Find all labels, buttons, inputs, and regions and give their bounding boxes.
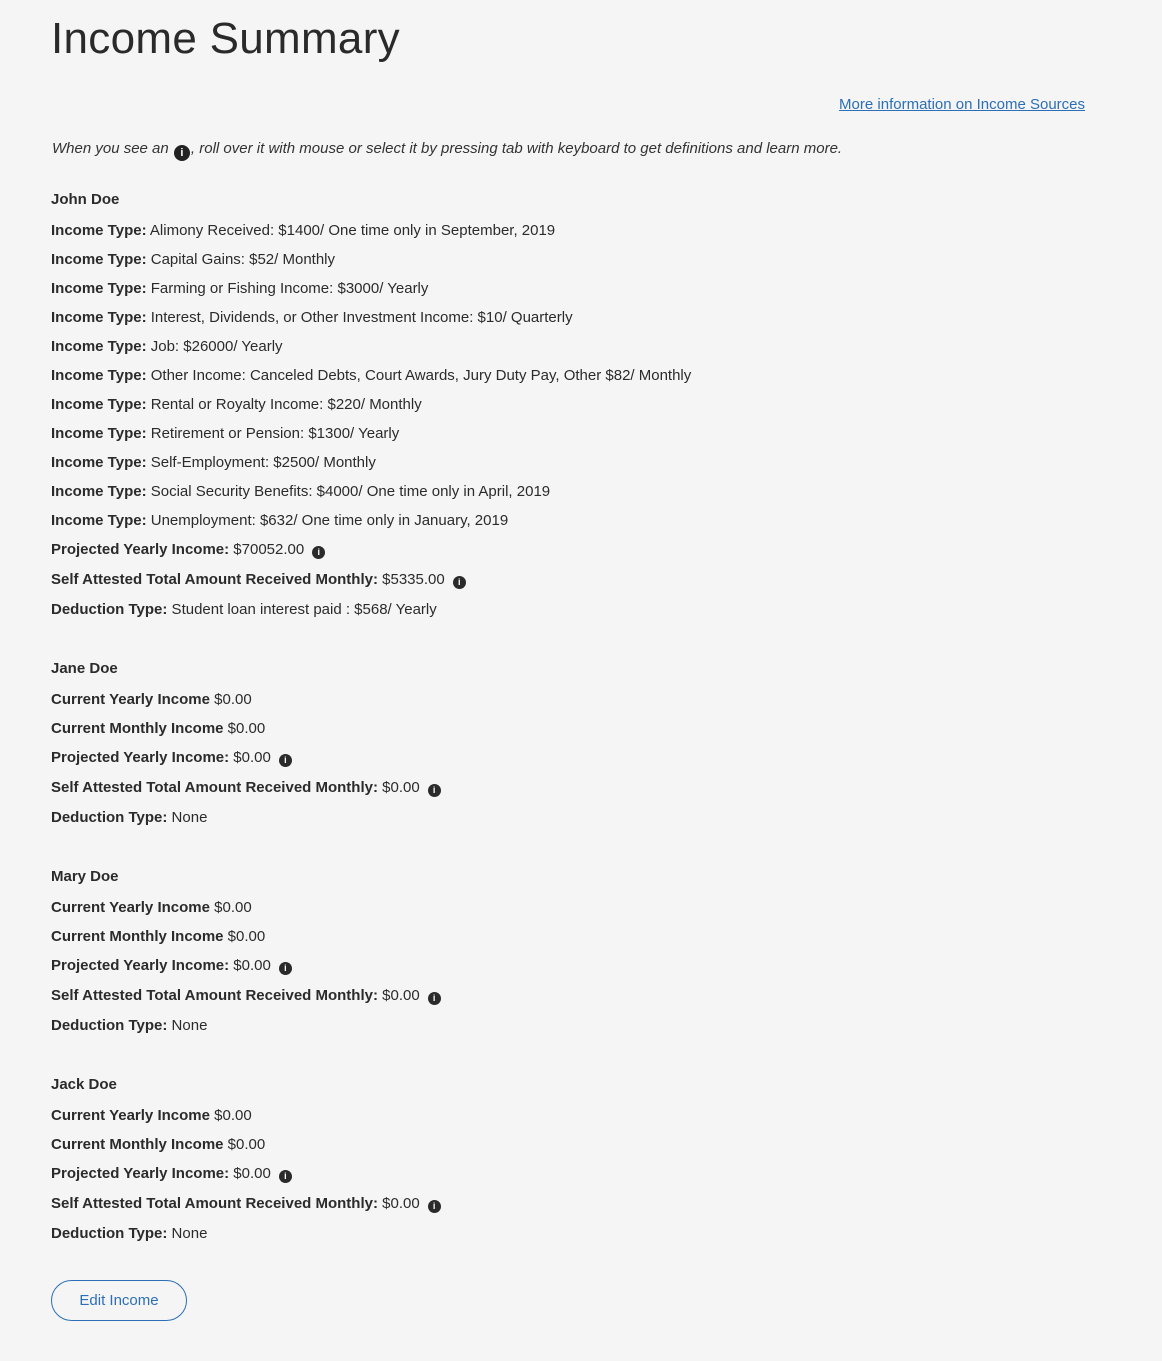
info-icon[interactable]: i <box>279 1170 292 1183</box>
current-monthly-income-value: $0.00 <box>223 928 266 945</box>
info-icon: i <box>174 145 190 161</box>
income-type-row <box>51 332 1111 361</box>
self-attested-monthly-label: Self Attested Total Amount Received Monthly: <box>51 1195 378 1212</box>
income-type-value: Other Income: Canceled Debts, Court Awards, Jury Duty Pay, Other $82/ Monthly <box>146 367 692 384</box>
current-yearly-income-row <box>51 893 1111 922</box>
income-type-value: Self-Employment: $2500/ Monthly <box>146 454 376 471</box>
income-type-value: Retirement or Pension: $1300/ Yearly <box>146 425 400 442</box>
income-type-value: Farming or Fishing Income: $3000/ Yearly <box>146 280 429 297</box>
person-name: John Doe <box>51 191 120 208</box>
self-attested-monthly-label: Self Attested Total Amount Received Monthly: <box>51 779 378 796</box>
projected-yearly-income-row <box>51 535 1111 565</box>
self-attested-monthly-row <box>51 773 1111 803</box>
info-icon[interactable]: i <box>428 1200 441 1213</box>
info-icon[interactable]: i <box>279 754 292 767</box>
page-title: Income Summary <box>51 14 400 63</box>
income-type-row <box>51 216 1111 245</box>
income-type-label: Income Type: <box>51 251 147 268</box>
info-icon[interactable]: i <box>428 992 441 1005</box>
current-monthly-income-label: Current Monthly Income <box>51 928 224 945</box>
projected-yearly-income-label: Projected Yearly Income: <box>51 957 230 974</box>
income-type-row <box>51 361 1111 390</box>
current-yearly-income-label: Current Yearly Income <box>51 1107 210 1124</box>
income-type-value: Capital Gains: $52/ Monthly <box>146 251 336 268</box>
income-type-label: Income Type: <box>51 396 147 413</box>
deduction-type-label: Deduction Type: <box>51 1017 168 1034</box>
income-type-value: Job: $26000/ Yearly <box>146 338 283 355</box>
self-attested-monthly-row <box>51 1189 1111 1219</box>
person-section-mary-doe <box>51 863 1111 1041</box>
deduction-type-row <box>51 595 1111 625</box>
income-type-value: Rental or Royalty Income: $220/ Monthly <box>146 396 422 413</box>
deduction-type-label: Deduction Type: <box>51 1225 168 1242</box>
current-monthly-income-row <box>51 1130 1111 1159</box>
current-yearly-income-label: Current Yearly Income <box>51 899 210 916</box>
self-attested-monthly-value: $5335.00 <box>377 571 445 588</box>
income-type-label: Income Type: <box>51 309 147 326</box>
info-icon[interactable]: i <box>312 546 325 559</box>
projected-yearly-income-value: $0.00 <box>229 749 271 766</box>
income-type-label: Income Type: <box>51 454 147 471</box>
income-type-label: Income Type: <box>51 483 147 500</box>
projected-yearly-income-label: Projected Yearly Income: <box>51 541 230 558</box>
more-info-income-sources-link[interactable]: More information on Income Sources <box>839 96 1085 113</box>
current-monthly-income-value: $0.00 <box>223 1136 266 1153</box>
current-yearly-income-value: $0.00 <box>209 1107 252 1124</box>
projected-yearly-income-value: $0.00 <box>229 957 271 974</box>
income-type-row <box>51 274 1111 303</box>
info-icon[interactable]: i <box>428 784 441 797</box>
deduction-type-row <box>51 1011 1111 1041</box>
current-yearly-income-label: Current Yearly Income <box>51 691 210 708</box>
deduction-type-value: None <box>167 1225 208 1242</box>
income-type-row <box>51 448 1111 477</box>
income-type-row <box>51 477 1111 506</box>
projected-yearly-income-label: Projected Yearly Income: <box>51 749 230 766</box>
current-yearly-income-value: $0.00 <box>209 899 252 916</box>
income-type-label: Income Type: <box>51 338 147 355</box>
projected-yearly-income-row <box>51 951 1111 981</box>
deduction-type-value: None <box>167 1017 208 1034</box>
projected-yearly-income-value: $0.00 <box>229 1165 271 1182</box>
projected-yearly-income-value: $70052.00 <box>229 541 305 558</box>
income-type-row <box>51 419 1111 448</box>
income-type-row <box>51 506 1111 535</box>
current-yearly-income-value: $0.00 <box>209 691 252 708</box>
income-type-value: Social Security Benefits: $4000/ One time only in April, 2019 <box>146 483 551 500</box>
income-type-label: Income Type: <box>51 512 147 529</box>
person-name: Jack Doe <box>51 1076 117 1093</box>
current-monthly-income-row <box>51 714 1111 743</box>
deduction-type-row <box>51 1219 1111 1249</box>
self-attested-monthly-label: Self Attested Total Amount Received Monthly: <box>51 571 378 588</box>
income-type-value: Unemployment: $632/ One time only in January, 2019 <box>146 512 509 529</box>
projected-yearly-income-label: Projected Yearly Income: <box>51 1165 230 1182</box>
income-type-row <box>51 390 1111 419</box>
info-icon[interactable]: i <box>279 962 292 975</box>
income-type-label: Income Type: <box>51 367 147 384</box>
person-name: Jane Doe <box>51 660 118 677</box>
income-type-value: Interest, Dividends, or Other Investment Income: $10/ Quarterly <box>146 309 573 326</box>
income-type-value: Alimony Received: $1400/ One time only in September, 2019 <box>146 222 556 239</box>
income-type-row <box>51 245 1111 274</box>
income-type-label: Income Type: <box>51 222 147 239</box>
projected-yearly-income-row <box>51 1159 1111 1189</box>
self-attested-monthly-row <box>51 565 1111 595</box>
income-summary-content <box>51 186 1111 1279</box>
self-attested-monthly-value: $0.00 <box>377 1195 420 1212</box>
current-monthly-income-row <box>51 922 1111 951</box>
self-attested-monthly-label: Self Attested Total Amount Received Monthly: <box>51 987 378 1004</box>
edit-income-button[interactable]: Edit Income <box>51 1280 187 1321</box>
person-section-john-doe <box>51 186 1111 625</box>
self-attested-monthly-row <box>51 981 1111 1011</box>
self-attested-monthly-value: $0.00 <box>377 987 420 1004</box>
current-monthly-income-value: $0.00 <box>223 720 266 737</box>
projected-yearly-income-row <box>51 743 1111 773</box>
person-section-jane-doe <box>51 655 1111 833</box>
income-type-row <box>51 303 1111 332</box>
deduction-type-value: Student loan interest paid : $568/ Yearly <box>167 601 437 618</box>
deduction-type-value: None <box>167 809 208 826</box>
income-type-label: Income Type: <box>51 425 147 442</box>
deduction-type-label: Deduction Type: <box>51 601 168 618</box>
current-monthly-income-label: Current Monthly Income <box>51 1136 224 1153</box>
current-yearly-income-row <box>51 685 1111 714</box>
info-hint-text <box>52 140 842 161</box>
person-name: Mary Doe <box>51 868 119 885</box>
deduction-type-label: Deduction Type: <box>51 809 168 826</box>
current-yearly-income-row <box>51 1101 1111 1130</box>
self-attested-monthly-value: $0.00 <box>377 779 420 796</box>
info-icon[interactable]: i <box>453 576 466 589</box>
current-monthly-income-label: Current Monthly Income <box>51 720 224 737</box>
income-type-label: Income Type: <box>51 280 147 297</box>
person-section-jack-doe <box>51 1071 1111 1249</box>
deduction-type-row <box>51 803 1111 833</box>
hint-text-before: When you see an <box>52 140 169 157</box>
hint-text-after: , roll over it with mouse or select it by pressing tab with keyboard to get definitions and learn more. <box>190 140 843 157</box>
